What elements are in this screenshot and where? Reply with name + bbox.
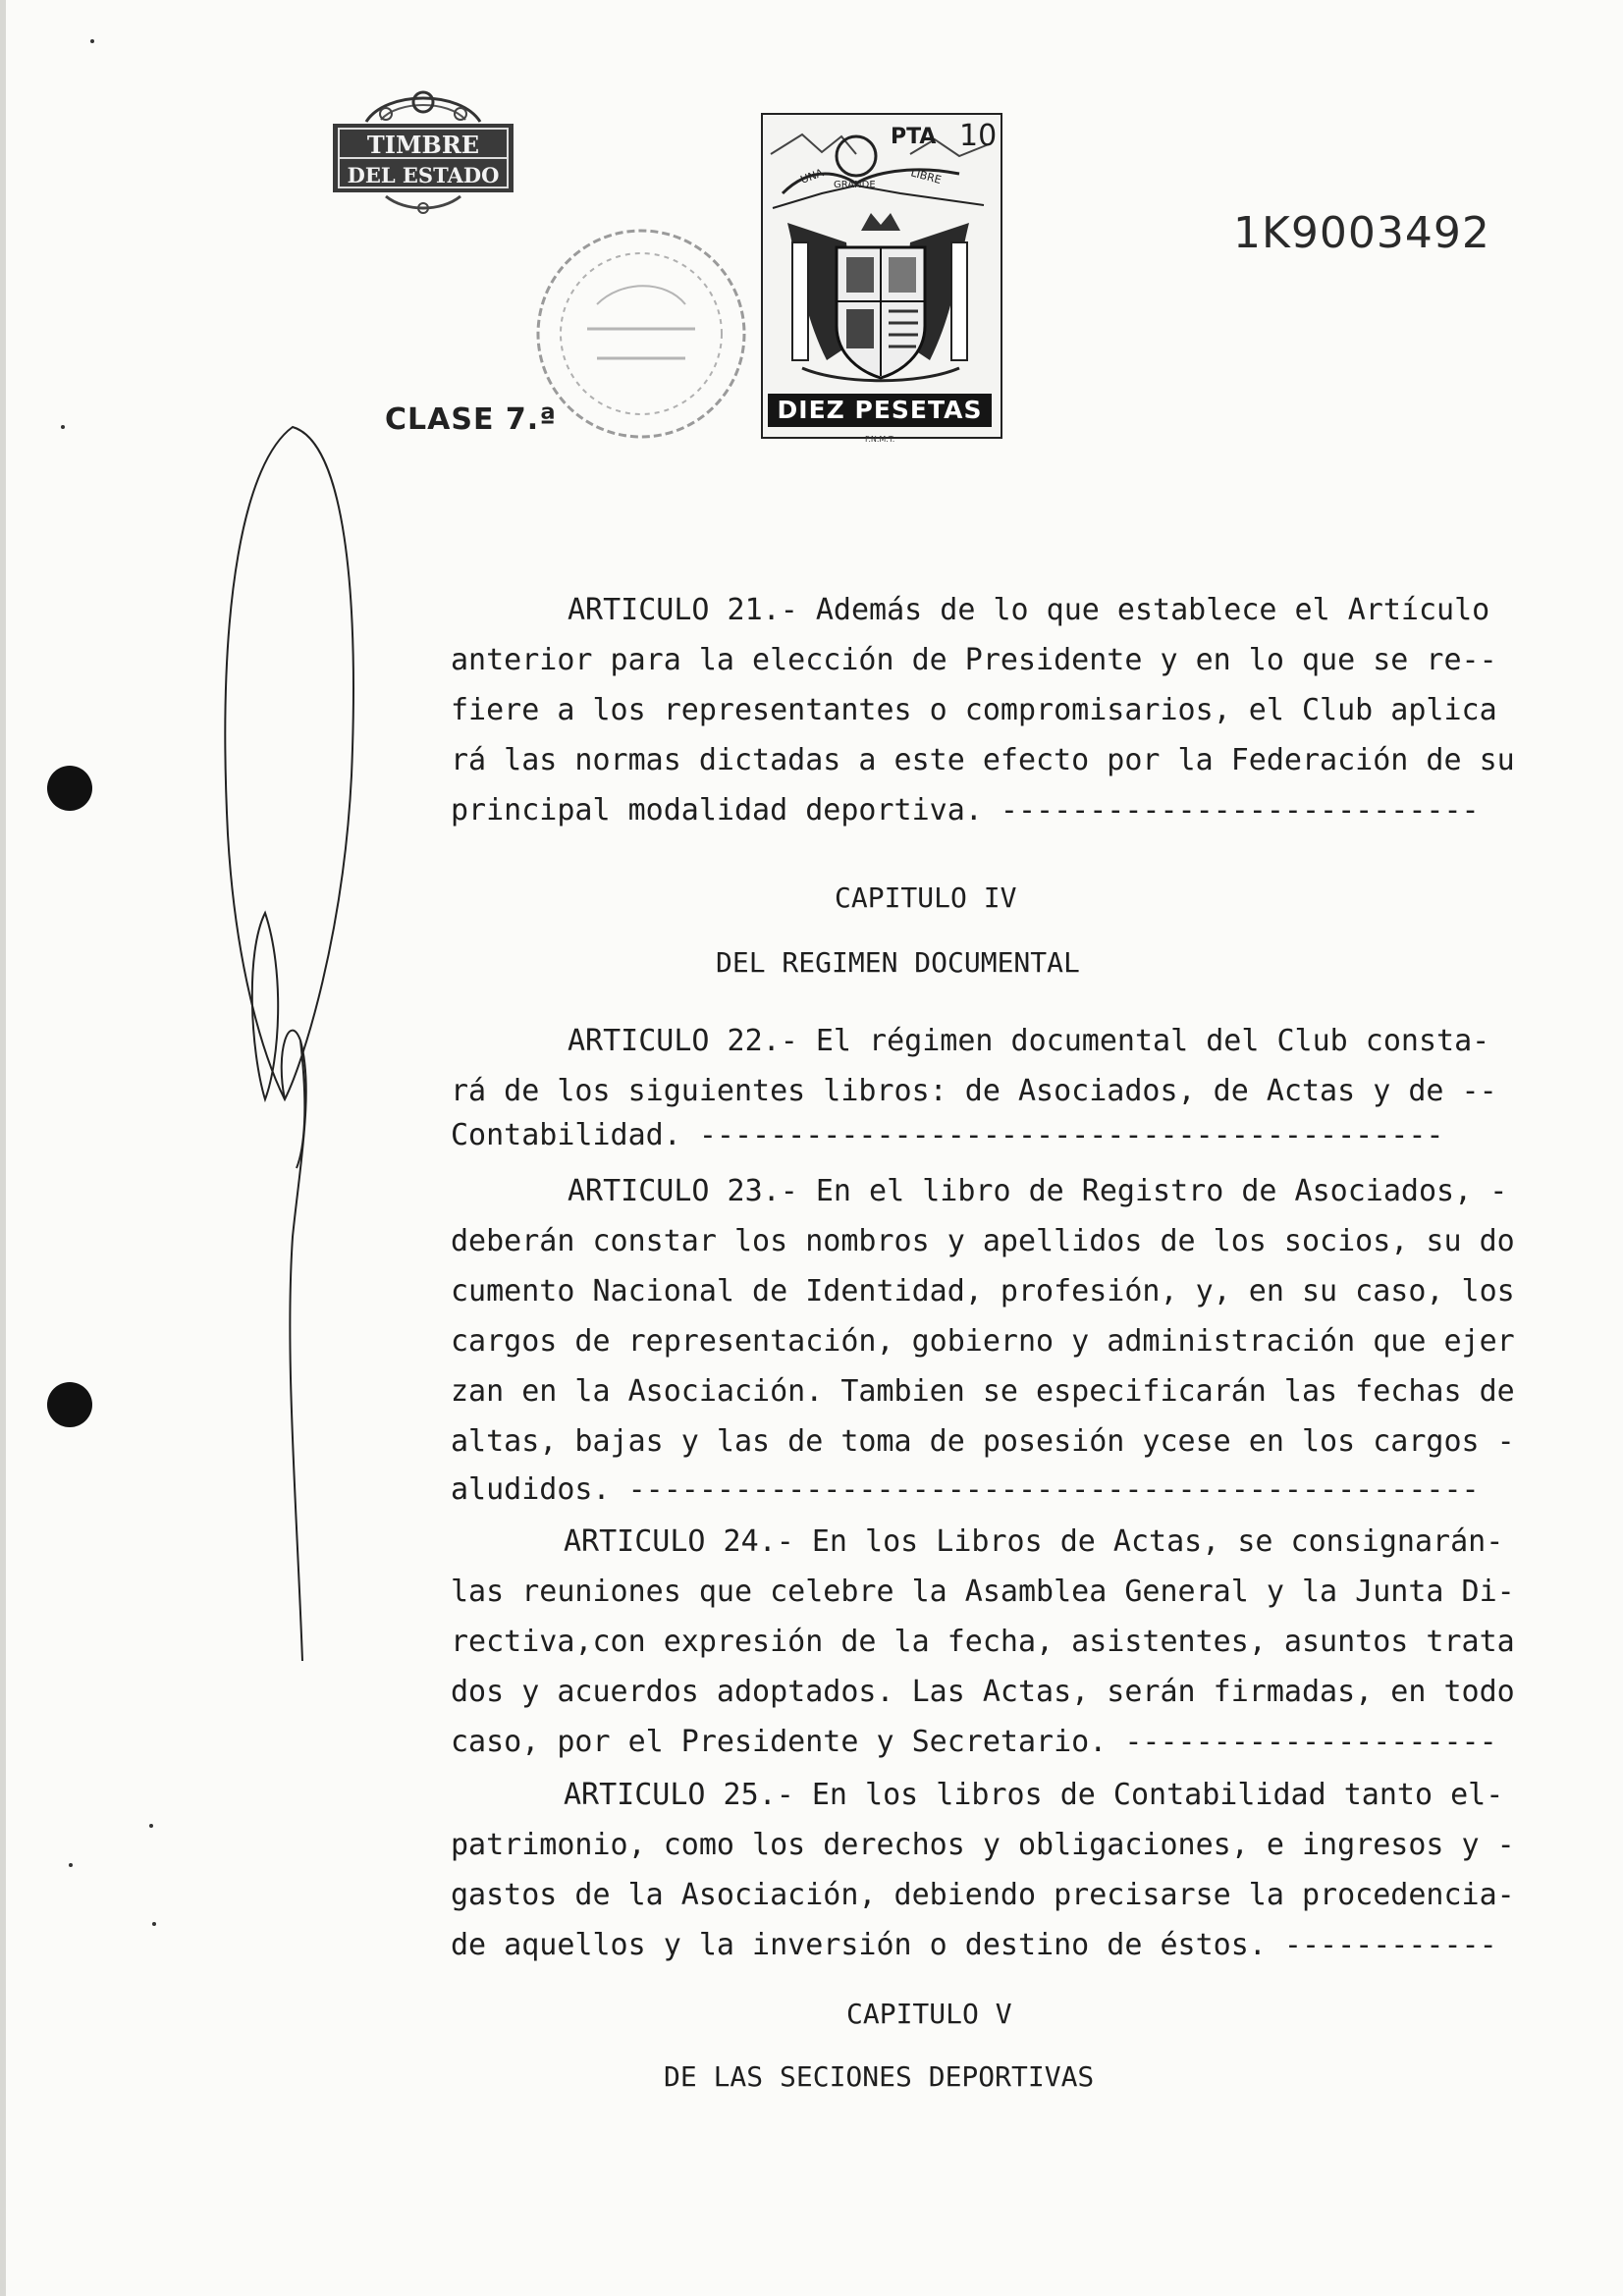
chapter-title: DE LAS SECIONES DEPORTIVAS xyxy=(664,2060,1095,2093)
text-line: patrimonio, como los derechos y obligaciones, e ingresos y - xyxy=(451,1828,1515,1862)
text-line: rá las normas dictadas a este efecto por la Federación de su xyxy=(451,743,1515,777)
text-line: las reuniones que celebre la Asamblea General y la Junta Di- xyxy=(451,1575,1515,1609)
text-line: ARTICULO 25.- En los libros de Contabilidad tanto el- xyxy=(564,1778,1504,1812)
margin-mark xyxy=(61,425,65,429)
text-line: altas, bajas y las de toma de posesión ycese en los cargos - xyxy=(451,1424,1515,1459)
text-line: ARTICULO 24.- En los Libros de Actas, se consignarán- xyxy=(564,1524,1504,1559)
circular-seal xyxy=(528,211,764,456)
clase-label: CLASE 7.ª xyxy=(385,402,558,437)
stamp-currency: PTA xyxy=(891,125,937,149)
timbre-del-estado-emblem xyxy=(327,80,519,218)
stamp-motto-mid: GRANDE xyxy=(834,180,876,190)
text-line: anterior para la elección de Presidente y en lo que se re-- xyxy=(451,643,1497,677)
text-line: caso, por el Presidente y Secretario. --------------------- xyxy=(451,1725,1497,1759)
text-line: ARTICULO 23.- En el libro de Registro de Asociados, - xyxy=(568,1174,1508,1208)
text-line: aludidos. ------------------------------------------------ xyxy=(451,1472,1480,1507)
text-line: ARTICULO 21.- Además de lo que establece el Artículo xyxy=(568,593,1490,627)
margin-mark xyxy=(149,1824,153,1828)
text-line: gastos de la Asociación, debiendo precisarse la procedencia- xyxy=(451,1878,1515,1912)
text-line: zan en la Asociación. Tambien se especificarán las fechas de xyxy=(451,1374,1515,1409)
text-line: de aquellos y la inversión o destino de éstos. ------------ xyxy=(451,1928,1497,1962)
timbre-line-1: TIMBRE xyxy=(366,131,480,159)
text-line: ARTICULO 22.- El régimen documental del Club consta- xyxy=(568,1024,1490,1058)
text-line: Contabilidad. ------------------------------------------ xyxy=(451,1118,1444,1152)
text-line: rá de los siguientes libros: de Asociados, de Actas y de -- xyxy=(451,1074,1497,1108)
handwritten-signature xyxy=(206,422,422,1669)
stamp-denomination: DIEZ PESETAS xyxy=(768,394,992,427)
stamp-maker: F.N.M.T. xyxy=(865,435,895,444)
margin-mark xyxy=(152,1922,156,1926)
text-line: rectiva,con expresión de la fecha, asistentes, asuntos trata xyxy=(451,1625,1515,1659)
page-edge xyxy=(0,0,6,2296)
text-line: cumento Nacional de Identidad, profesión, y, en su caso, los xyxy=(451,1274,1515,1308)
text-line: cargos de representación, gobierno y administración que ejer xyxy=(451,1324,1515,1359)
stamp-motto-right: LIBRE xyxy=(909,166,944,187)
stamp-value: 10 xyxy=(959,119,998,153)
text-line: deberán constar los nombros y apellidos de los socios, su do xyxy=(451,1224,1515,1258)
text-line: fiere a los representantes o compromisarios, el Club aplica xyxy=(451,693,1497,727)
margin-mark xyxy=(69,1863,73,1867)
stamp-motto-left: UNA xyxy=(798,166,826,187)
text-line: principal modalidad deportiva. --------------------------- xyxy=(451,793,1480,828)
chapter-heading: CAPITULO V xyxy=(846,1998,1012,2030)
text-line: dos y acuerdos adoptados. Las Actas, serán firmadas, en todo xyxy=(451,1675,1515,1709)
timbre-line-2: DEL ESTADO xyxy=(347,163,500,187)
tax-stamp xyxy=(761,113,1002,444)
chapter-heading: CAPITULO IV xyxy=(835,881,1017,914)
punch-hole-top xyxy=(47,766,92,811)
serial-number: 1K9003492 xyxy=(1233,208,1490,258)
punch-hole-bottom xyxy=(47,1382,92,1427)
margin-mark xyxy=(90,39,94,43)
chapter-title: DEL REGIMEN DOCUMENTAL xyxy=(716,946,1080,979)
